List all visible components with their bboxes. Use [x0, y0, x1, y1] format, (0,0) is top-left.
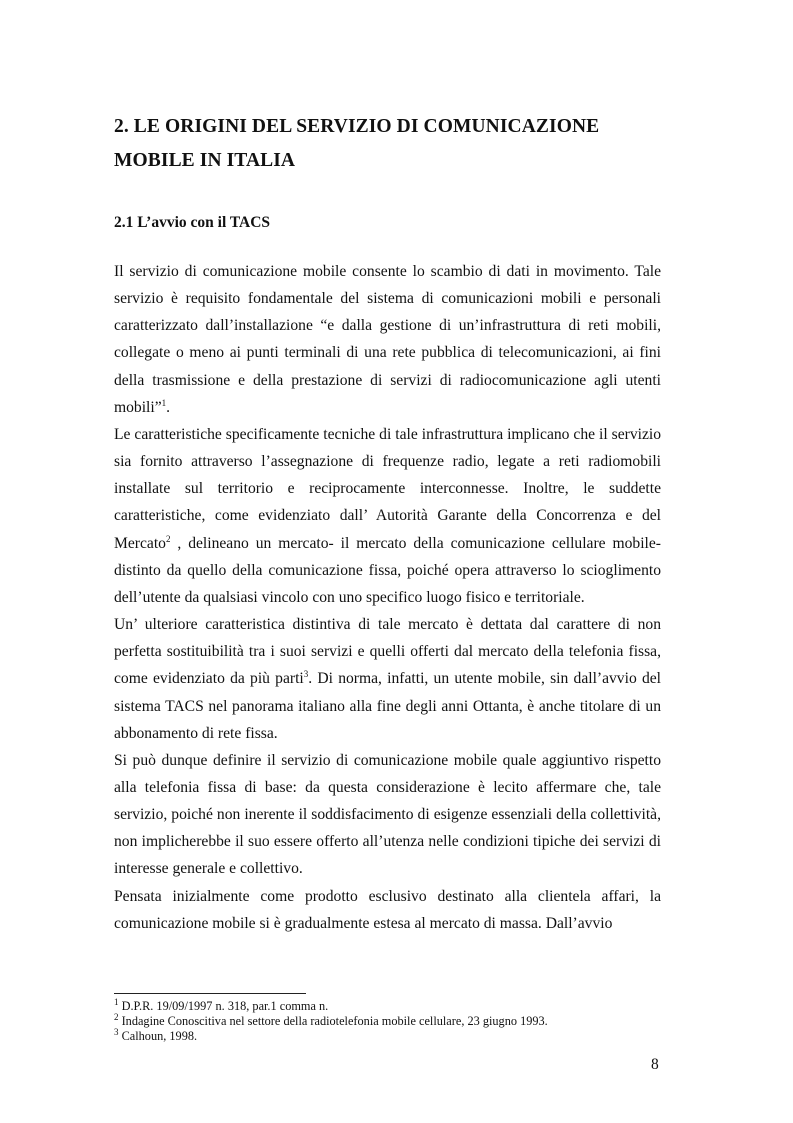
footnote-3: [114, 1026, 674, 1044]
footnote-text: D.P.R. 19/09/1997 n. 318, par.1 comma n.: [118, 999, 329, 1013]
footnotes: [114, 996, 674, 1044]
footnote-1: [114, 996, 674, 1014]
footnote-ref-3[interactable]: 3: [303, 669, 309, 680]
paragraph-text: Le caratteristiche specificamente tecniche di tale infrastruttura implicano che il servizio sia fornito attraverso l’assegnazione di frequenze radio, legate a reti radiomobili installate sul territorio e reciprocamente interconnesse. Inoltre, le suddette caratteristiche, come evidenziato dall’ Autorità Garante della Concorrenza e del Mercato: [114, 425, 661, 552]
paragraph-text: Il servizio di comunicazione mobile consente lo scambio di dati in movimento. Tale servizio è requisito fondamentale del sistema di comunicazioni mobili e personali caratterizzato dall’installazione “e dalla gestione di un’infrastruttura di reti mobili, collegate o meno ai punti terminali di una rete pubblica di telecomunicazioni, ai fini della trasmissione e della prestazione di servizi di radiocomunicazione agli utenti mobili”: [114, 263, 661, 416]
paragraph-text: . Di norma, infatti, un utente mobile, sin dall’avvio del sistema TACS nel panorama italiano alla fine degli anni Ottanta, è anche titolare di un abbonamento di rete fissa.: [114, 670, 662, 742]
paragraph-2: [114, 421, 661, 611]
section-title: 2.1 L’avvio con il TACS: [114, 214, 271, 231]
paragraph-3: [114, 611, 661, 747]
footnote-text: Calhoun, 1998.: [118, 1029, 198, 1043]
body-text: [114, 258, 661, 937]
paragraph-text: .: [166, 398, 171, 416]
footnote-number: 2: [114, 1011, 119, 1022]
paragraph-text: Un’ ulteriore caratteristica distintiva di tale mercato è dettata dal carattere di non perfetta sostituibilità tra i suoi servizi e quelli offerti dal mercato della telefonia fissa, come evidenziato da più parti: [114, 616, 661, 688]
footnote-divider: [114, 993, 306, 994]
footnote-ref-1[interactable]: 1: [161, 397, 167, 408]
footnote-ref-2[interactable]: 2: [165, 533, 171, 544]
chapter-title: 2. LE ORIGINI DEL SERVIZIO DI COMUNICAZIONE MOBILE IN ITALIA: [114, 116, 600, 171]
paragraph-5: Pensata inizialmente come prodotto esclusivo destinato alla clientela affari, la comunicazione mobile si è gradualmente estesa al mercato di massa. Dall’avvio: [114, 887, 661, 932]
footnote-2: [114, 1011, 674, 1029]
footnote-number: 1: [114, 996, 119, 1007]
paragraph-1: [114, 258, 661, 421]
paragraph-text: , delineano un mercato- il mercato della comunicazione cellulare mobile- distinto da quello della comunicazione fissa, poiché opera attraverso lo scioglimento dell’utente da qualsiasi vincolo con uno specifico luogo fisico e territoriale.: [114, 534, 661, 606]
page-number: 8: [651, 1056, 659, 1073]
footnote-number: 3: [114, 1026, 119, 1037]
footnote-text: Indagine Conoscitiva nel settore della radiotelefonia mobile cellulare, 23 giugno 1993.: [118, 1014, 548, 1028]
paragraph-4: Si può dunque definire il servizio di comunicazione mobile quale aggiuntivo rispetto alla telefonia fissa di base: da questa considerazione è lecito affermare che, tale servizio, poiché non inerente il soddisfacimento di esigenze essenziali della collettività, non implicherebbe il suo essere offerto all’utenza nelle condizioni tipiche dei servizi di interesse generale e collettivo.: [114, 751, 661, 878]
